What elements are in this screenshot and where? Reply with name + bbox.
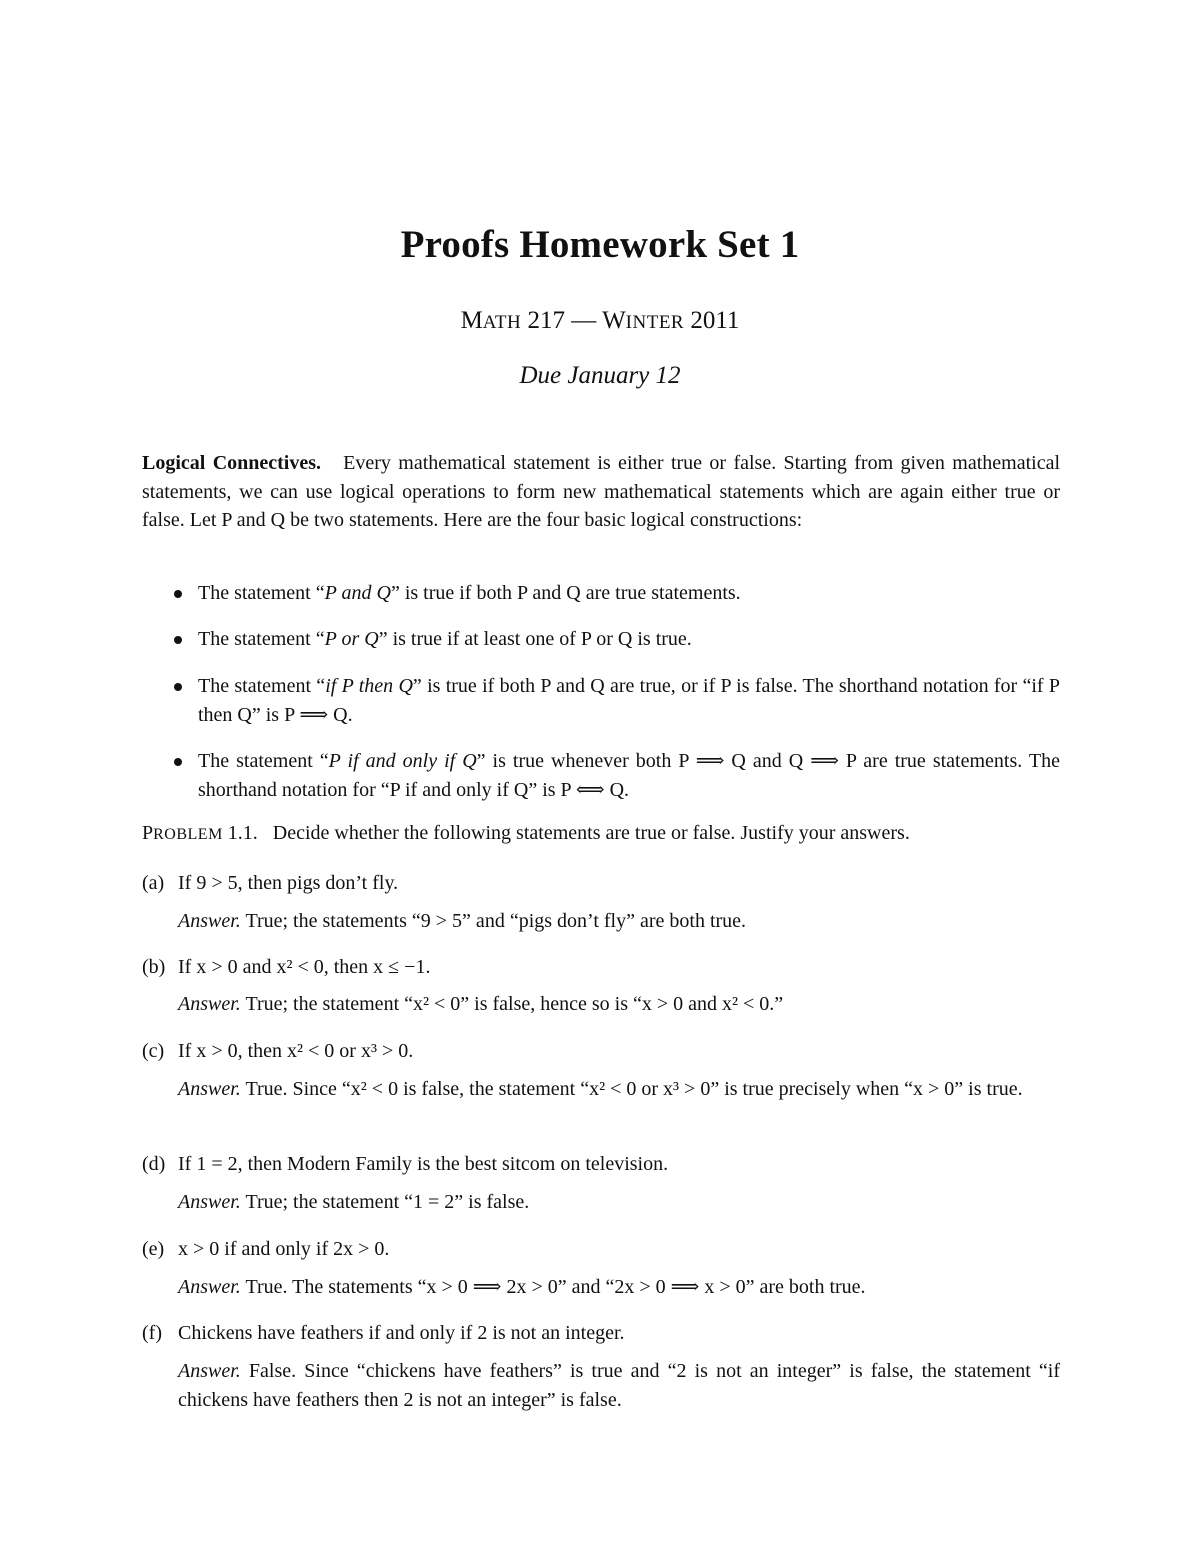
term-prefix: W: [602, 307, 626, 334]
course-year: 2011: [684, 307, 740, 334]
bullet-icon: [174, 590, 182, 598]
problem-item: [142, 1150, 1060, 1179]
problem-item: [142, 1037, 1060, 1066]
bullet-item: The statement “if P then Q” is true if both P and Q are true, or if P is false. The shorthand notation for “if P then Q” is P ⟹ Q.: [178, 672, 1060, 729]
course-prefix-smallcaps: ATH: [482, 312, 522, 333]
item-answer: Answer. True; the statement “x² < 0” is false, hence so is “x > 0 and x² < 0.”: [178, 993, 784, 1015]
answer-label: Answer.: [178, 1191, 241, 1213]
item-answer: Answer. False. Since “chickens have feathers” is true and “2 is not an integer” is false, the statement “if chickens have feathers then 2 is not an integer” is false.: [178, 1360, 1061, 1411]
intro-heading: Logical Connectives.: [142, 452, 322, 474]
problem-text: Decide whether the following statements are true or false. Justify your answers.: [272, 822, 910, 844]
problem-label-first: P: [142, 822, 154, 844]
document-title: Proofs Homework Set 1: [400, 223, 800, 266]
bullet-icon: [174, 683, 182, 691]
item-question: If x > 0 and x² < 0, then x ≤ −1.: [178, 956, 431, 978]
item-label: (e): [142, 1238, 165, 1260]
item-question: If 1 = 2, then Modern Family is the best sitcom on television.: [178, 1153, 669, 1175]
item-question: If x > 0, then x² < 0 or x³ > 0.: [178, 1040, 414, 1062]
problem-number: 1.1.: [222, 822, 258, 844]
problem-statement: [142, 819, 1060, 850]
answer-label: Answer.: [178, 1078, 241, 1100]
item-label: (b): [142, 956, 166, 978]
bullet-icon: [174, 758, 182, 766]
course-prefix: M: [460, 307, 483, 334]
bullet-item: The statement “P and Q” is true if both P and Q are true statements.: [178, 579, 1060, 608]
item-label: (c): [142, 1040, 165, 1062]
item-label: (f): [142, 1322, 162, 1344]
item-label: (d): [142, 1153, 166, 1175]
intro-text: Every mathematical statement is either true or false. Starting from given mathematical statements, we can use logical operations to form new mathematical statements which are again either true or false. Let P and Q be two statements. Here are the four basic logical constructions:: [142, 452, 1061, 531]
problem-item: [142, 1235, 1060, 1264]
answer-label: Answer.: [178, 910, 241, 932]
course-number: 217 —: [521, 307, 603, 334]
problem-item: [142, 869, 1060, 898]
due-date: Due January 12: [519, 362, 681, 389]
answer-label: Answer.: [178, 1276, 241, 1298]
item-answer: Answer. True; the statement “1 = 2” is false.: [178, 1191, 530, 1213]
course-line: [0, 307, 1200, 335]
bullet-item: The statement “P or Q” is true if at least one of P or Q is true.: [178, 625, 1060, 654]
problem-item: [142, 1319, 1060, 1348]
item-answer: Answer. True; the statements “9 > 5” and “pigs don’t fly” are both true.: [178, 910, 747, 932]
item-answer: Answer. True. The statements “x > 0 ⟹ 2x > 0” and “2x > 0 ⟹ x > 0” are both true.: [178, 1276, 866, 1298]
problem-item: [142, 953, 1060, 982]
problem-label-smallcaps: ROBLEM: [153, 826, 223, 843]
item-answer: Answer. True. Since “x² < 0 is false, the statement “x² < 0 or x³ > 0” is true precisely when “x > 0” is true.: [178, 1078, 1023, 1100]
item-label: (a): [142, 872, 165, 894]
term-prefix-smallcaps: INTER: [625, 312, 685, 333]
answer-label: Answer.: [178, 993, 241, 1015]
intro-paragraph: [142, 449, 1060, 535]
answer-label: Answer.: [178, 1360, 241, 1382]
bullet-item: The statement “P if and only if Q” is true whenever both P ⟹ Q and Q ⟹ P are true statements. The shorthand notation for “P if and only if Q” is P ⟺ Q.: [178, 747, 1060, 804]
bullet-icon: [174, 636, 182, 644]
item-question: If 9 > 5, then pigs don’t fly.: [178, 872, 399, 894]
item-question: x > 0 if and only if 2x > 0.: [178, 1238, 390, 1260]
item-question: Chickens have feathers if and only if 2 is not an integer.: [178, 1322, 625, 1344]
